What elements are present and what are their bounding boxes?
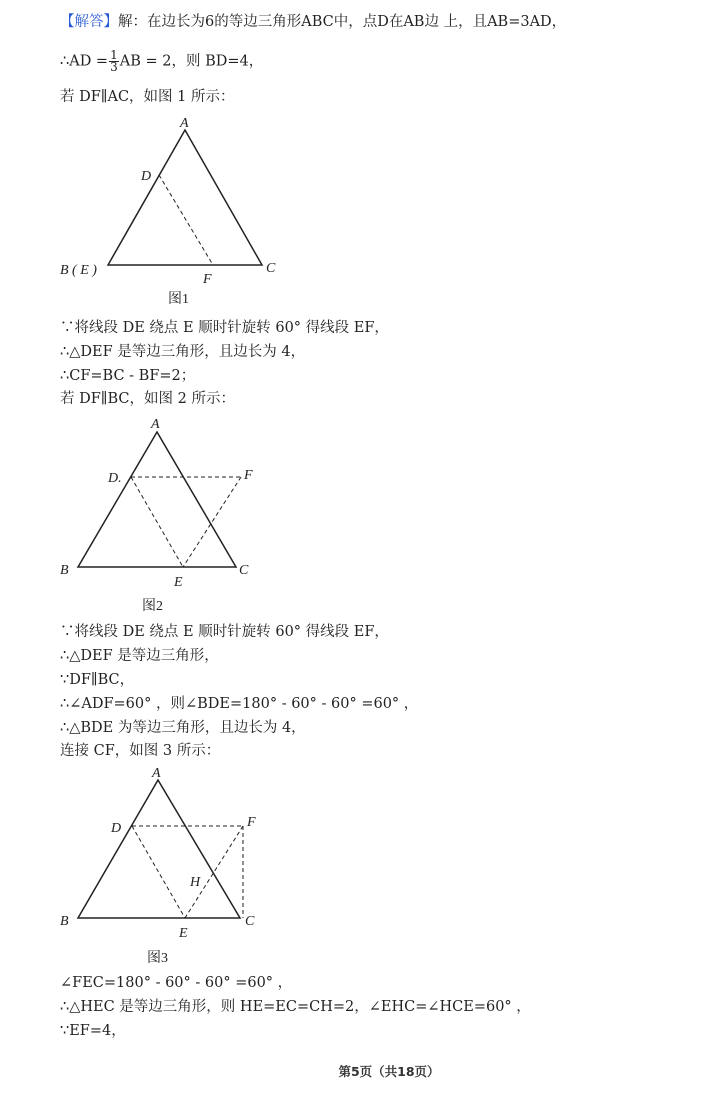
text-line: ∴△BDE 为等边三角形，且边长为 4，: [60, 720, 306, 736]
label-b-e: B ( E ): [60, 263, 97, 278]
line-text: ∴AD =: [60, 53, 109, 70]
label-d: D: [111, 821, 122, 836]
text-line: 若 DF∥BC，如图 2 所示：: [60, 391, 235, 407]
line-text: AB = 2，则 BD=4，: [119, 53, 264, 70]
figure-caption: 图3: [147, 951, 168, 966]
page-footer: 第5页（共18页）: [338, 1064, 440, 1079]
label-a: A: [151, 417, 160, 432]
label-f: F: [203, 272, 212, 287]
label-d: D.: [108, 471, 122, 486]
label-b: B: [60, 563, 69, 578]
triangle-abc: [78, 780, 240, 918]
text-line: 连接 CF，如图 3 所示：: [60, 743, 221, 759]
text-line: ∵DF∥BC，: [60, 672, 135, 688]
text-line: ∴CF=BC - BF=2；: [60, 368, 196, 384]
text-line: ∠FEC=180° - 60° - 60° =60° ，: [60, 975, 293, 991]
text-line: ∵将线段 DE 绕点 E 顺时针旋转 60° 得线段 EF，: [60, 624, 389, 640]
dashed-de: [132, 826, 185, 918]
text-line: ∵将线段 DE 绕点 E 顺时针旋转 60° 得线段 EF，: [60, 320, 389, 336]
label-c: C: [239, 563, 249, 578]
answer-tag: 【解答】: [60, 14, 118, 30]
figure-caption: 图1: [168, 292, 189, 307]
figure-caption: 图2: [142, 599, 163, 614]
denominator: 3: [110, 60, 118, 74]
label-f: F: [244, 468, 253, 483]
label-a: A: [152, 766, 161, 781]
label-e: E: [174, 575, 183, 590]
figure-2: [78, 432, 241, 567]
text-line: ∴△HEC 是等边三角形，则 HE=EC=CH=2，∠EHC=∠HCE=60° ，: [60, 999, 531, 1015]
label-c: C: [245, 914, 255, 929]
text-line: ∵EF=4，: [60, 1023, 126, 1039]
numerator: 1: [110, 48, 118, 62]
dashed-df: [159, 175, 213, 265]
dashed-de: [131, 477, 183, 567]
text-line: 若 DF∥AC，如图 1 所示：: [60, 89, 235, 105]
label-f: F: [247, 815, 256, 830]
figure-3: [78, 780, 243, 918]
label-a: A: [180, 116, 189, 131]
label-h: H: [190, 875, 201, 890]
label-e: E: [179, 926, 188, 941]
figure-1: [108, 130, 262, 265]
text-line: ∴△DEF 是等边三角形，且边长为 4，: [60, 344, 306, 360]
label-c: C: [266, 261, 276, 276]
line-text: 解：在边长为6的等边三角形ABC中，点D在AB边 上，且AB=3AD，: [118, 14, 567, 30]
triangle-abc: [108, 130, 262, 265]
label-d: D: [141, 169, 152, 184]
text-line: ∴∠ADF=60° ，则∠BDE=180° - 60° - 60° =60° ，: [60, 696, 419, 712]
triangle-abc: [78, 432, 236, 567]
text-line: ∴△DEF 是等边三角形，: [60, 648, 219, 664]
label-b: B: [60, 914, 69, 929]
